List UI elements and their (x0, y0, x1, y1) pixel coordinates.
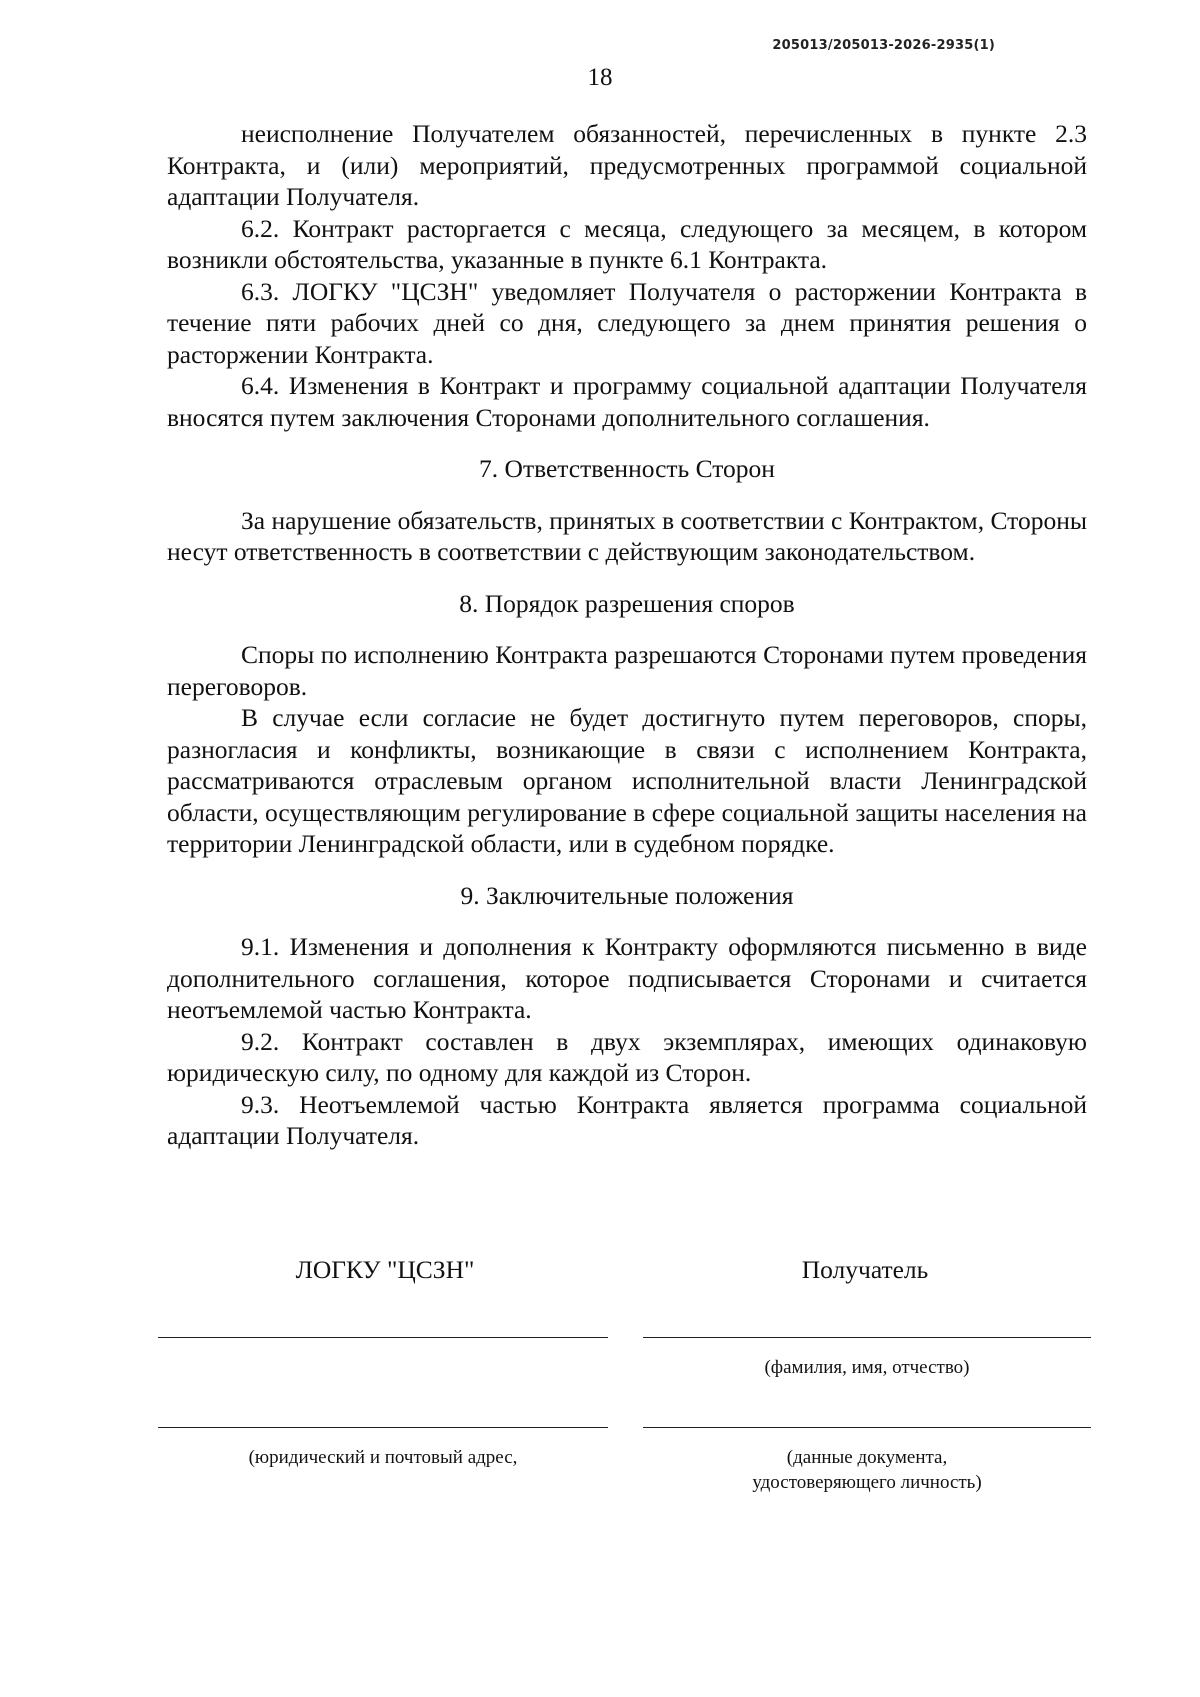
paragraph-9-2: 9.2. Контракт составлен в двух экземплярах, имеющих одинаковую юридическую силу, по одному для каждой из Сторон. (167, 1026, 1087, 1087)
paragraph-8-2: В случае если согласие не будет достигнуто путем переговоров, споры, разногласия и конфликты, возникающие в связи с исполнением Контракта, рассматриваются отраслевым органом исполнительной власти Ленинградской области, осуществляющим регулирование в сфере социальной защиты населения на территории Ленинградской области, или в судебном порядке. (167, 703, 1087, 858)
section-7-heading: 7. Ответственность Сторон (479, 454, 775, 483)
right-party-name: Получатель (801, 1255, 929, 1284)
paragraph-9-1: 9.1. Изменения и дополнения к Контракту оформляются письменно в виде дополнительного соглашения, которое подписывается Сторонами и считается неотъемлемой частью Контракта. (167, 932, 1087, 1024)
left-party-name: ЛОГКУ "ЦСЗН" (295, 1255, 475, 1284)
right-caption-id-document (643, 1445, 1091, 1495)
right-signature-line-1 (643, 1337, 1091, 1338)
right-caption-full-name: (фамилия, имя, отчество) (764, 1357, 970, 1378)
right-caption-id-document-line2: удостоверяющего личность) (752, 1472, 982, 1493)
document-id: 205013/205013-2026-2935(1) (772, 38, 995, 53)
paragraph-6-2: 6.2. Контракт расторгается с месяца, следующего за месяцем, в котором возникли обстоятельства, указанные в пункте 6.1 Контракта. (167, 213, 1087, 274)
right-caption-id-document-line1: (данные документа, (786, 1447, 948, 1468)
left-signature-line-2 (158, 1427, 608, 1428)
paragraph-6-1-continuation: неисполнение Получателем обязанностей, перечисленных в пункте 2.3 Контракта, и (или) мероприятий, предусмотренных программой социальной адаптации Получателя. (167, 119, 1087, 211)
page-number: 18 (587, 64, 613, 91)
document-body (167, 118, 1087, 1152)
left-caption-address: (юридический и почтовый адрес, (248, 1447, 518, 1468)
right-signature-line-2 (643, 1427, 1091, 1428)
left-signature-line-1 (158, 1337, 608, 1338)
paragraph-9-3: 9.3. Неотъемлемой частью Контракта является программа социальной адаптации Получателя. (167, 1089, 1087, 1150)
section-9-heading: 9. Заключительные положения (460, 880, 794, 910)
paragraph-6-3: 6.3. ЛОГКУ "ЦСЗН" уведомляет Получателя о расторжении Контракта в течение пяти рабочих дней со дня, следующего за днем принятия решения о расторжении Контракта. (167, 276, 1087, 369)
paragraph-6-4: 6.4. Изменения в Контракт и программу социальной адаптации Получателя вносятся путем заключения Сторонами дополнительного соглашения. (167, 371, 1087, 432)
section-8-heading: 8. Порядок разрешения споров (459, 588, 795, 618)
paragraph-7: За нарушение обязательств, принятых в соответствии с Контрактом, Стороны несут ответственность в соответствии с действующим законодательством. (167, 505, 1087, 566)
paragraph-8-1: Споры по исполнению Контракта разрешаются Сторонами путем проведения переговоров. (167, 640, 1087, 701)
